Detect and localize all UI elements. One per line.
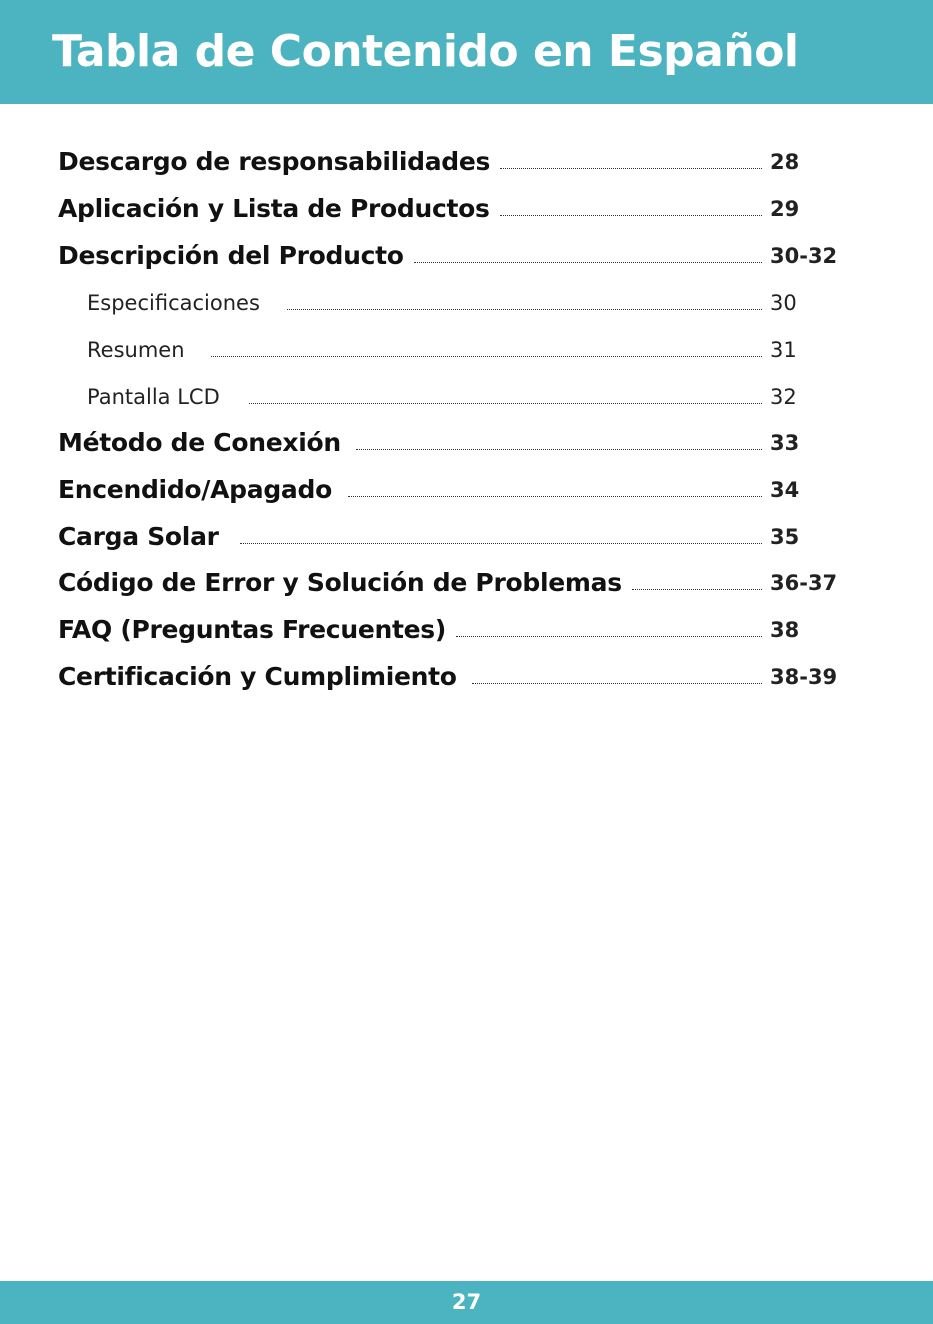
toc-dot-leader (211, 356, 762, 357)
toc-entry-page: 34 (770, 478, 800, 502)
toc-dot-leader (414, 262, 762, 263)
toc-dot-leader (249, 403, 762, 404)
toc-entry-title: Especificaciones (87, 291, 260, 315)
toc-entry-title: Resumen (87, 338, 185, 362)
toc-entry[interactable] (58, 562, 848, 602)
toc-entry-title: FAQ (Preguntas Frecuentes) (58, 615, 446, 644)
page-title: Tabla de Contenido en Español (52, 26, 799, 77)
toc-entry-page: 38 (770, 618, 800, 642)
toc-dot-leader (472, 683, 762, 684)
toc-entry-page: 31 (770, 338, 797, 362)
toc-entry[interactable] (58, 516, 848, 556)
toc-entry-page: 38-39 (770, 665, 838, 689)
toc-entry[interactable] (58, 235, 848, 275)
toc-entry[interactable] (58, 141, 848, 181)
toc-entry[interactable] (58, 609, 848, 649)
toc-entry-page: 28 (770, 150, 800, 174)
toc-dot-leader (287, 309, 762, 310)
toc-entry-page: 32 (770, 385, 797, 409)
toc-entry-title: Código de Error y Solución de Problemas (58, 568, 622, 597)
footer-bar (0, 1281, 933, 1324)
toc-entry[interactable] (58, 469, 848, 509)
header-banner (0, 0, 933, 104)
toc-entry-page: 33 (770, 431, 800, 455)
toc-entry-page: 29 (770, 197, 800, 221)
toc-entry-title: Método de Conexión (58, 428, 341, 457)
toc-entry-page: 30-32 (770, 244, 838, 268)
toc-entry-title: Descripción del Producto (58, 241, 404, 270)
toc-entry-title: Aplicación y Lista de Productos (58, 194, 490, 223)
toc-dot-leader (632, 589, 762, 590)
toc-entry-title: Descargo de responsabilidades (58, 147, 491, 176)
toc-entry-page: 36-37 (770, 571, 838, 595)
toc-dot-leader (456, 636, 762, 637)
toc-entry-title: Certificación y Cumplimiento (58, 662, 457, 691)
toc-entry[interactable] (87, 376, 848, 416)
toc-entry-title: Pantalla LCD (87, 385, 220, 409)
toc-dot-leader (500, 215, 762, 216)
toc-dot-leader (500, 168, 762, 169)
toc-dot-leader (356, 449, 762, 450)
toc-entry[interactable] (87, 282, 848, 322)
toc-entry[interactable] (58, 188, 848, 228)
toc-entry[interactable] (58, 656, 848, 696)
toc-dot-leader (348, 496, 762, 497)
toc-entry-title: Carga Solar (58, 522, 219, 551)
toc-entry-title: Encendido/Apagado (58, 475, 332, 504)
toc-entry-page: 35 (770, 525, 800, 549)
toc-dot-leader (240, 543, 762, 544)
toc-entry-page: 30 (770, 291, 797, 315)
page-number: 27 (451, 1290, 482, 1314)
toc-entry[interactable] (58, 422, 848, 462)
toc-entry[interactable] (87, 329, 848, 369)
